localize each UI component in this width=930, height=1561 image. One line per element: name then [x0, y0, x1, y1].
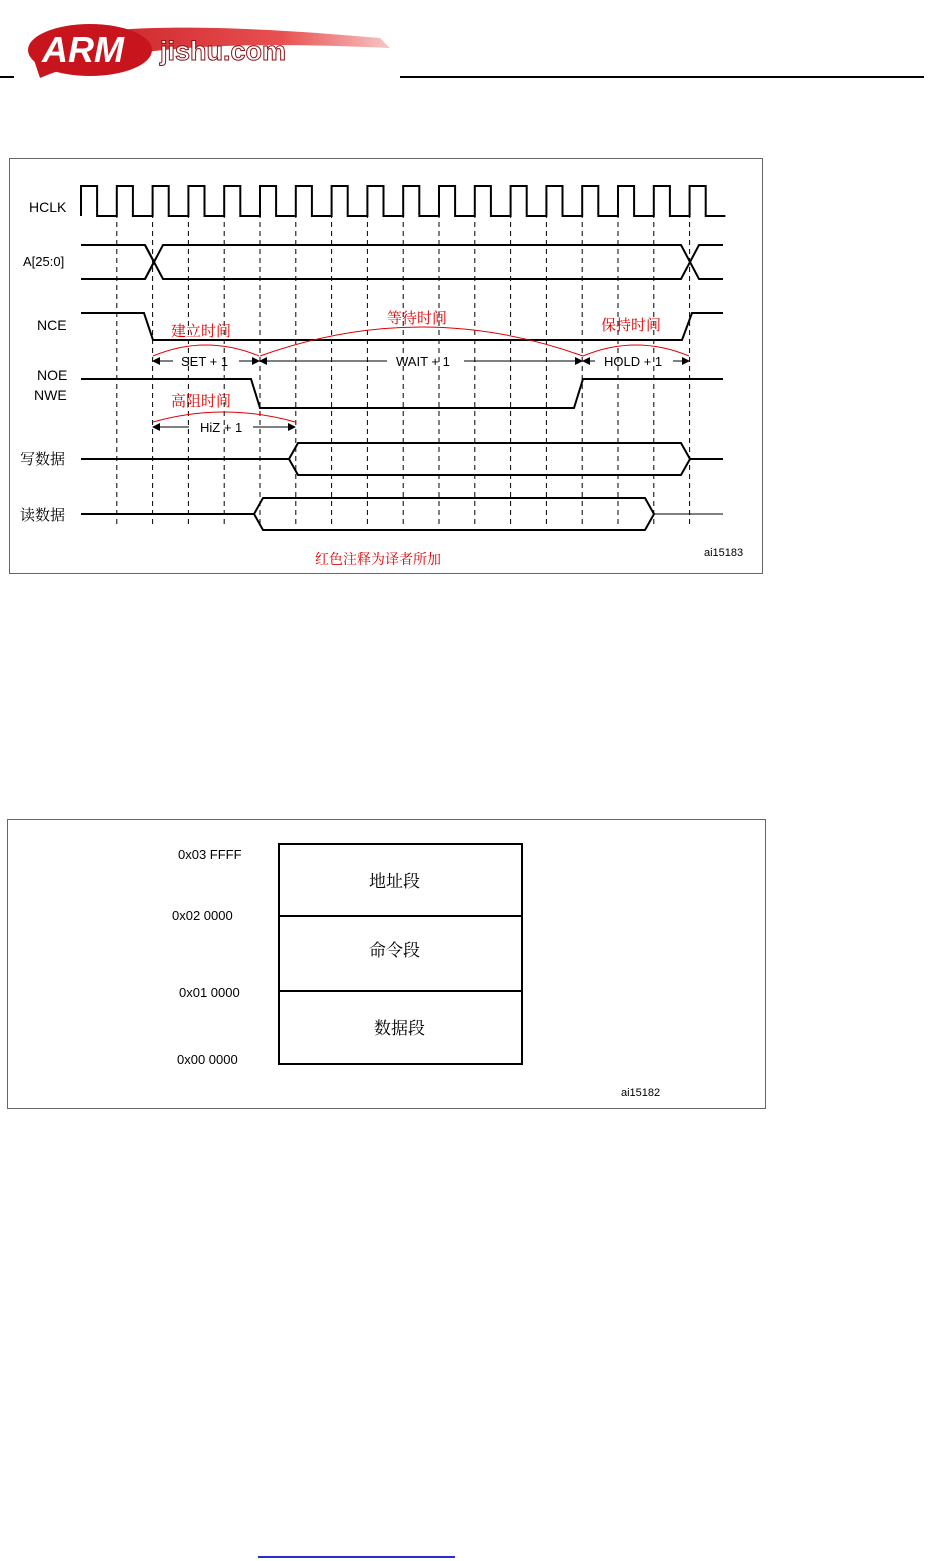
segment-label-command: 命令段: [369, 941, 420, 960]
annotation-hold-time: 保持时间: [601, 317, 662, 334]
address-label-0x020000: 0x02 0000: [172, 908, 233, 923]
segment-label-address: 地址段: [369, 872, 420, 891]
signal-label-hclk: HCLK: [29, 199, 67, 215]
site-logo[interactable]: [20, 18, 400, 82]
annotation-hiz-time: 高阻时间: [171, 393, 232, 410]
translator-note: 红色注释为译者所加: [315, 551, 441, 567]
header-rule: [400, 76, 924, 78]
phase-label-hiz: HiZ + 1: [200, 420, 243, 435]
timing-diagram: [9, 158, 763, 574]
signal-label-write-data: 写数据: [20, 451, 66, 468]
header-rule-left: [0, 76, 14, 78]
timing-arrows: [153, 361, 689, 427]
signal-label-read-data: 读数据: [20, 507, 66, 524]
annotation-wait-time: 等待时间: [387, 310, 448, 327]
address-label-0x010000: 0x01 0000: [179, 985, 240, 1000]
address-label-bottom: 0x00 0000: [177, 1052, 238, 1067]
footer-link-underline[interactable]: [258, 1556, 455, 1558]
memory-map-figure-id: ai15182: [621, 1087, 661, 1099]
signal-label-nwe: NWE: [34, 387, 67, 403]
write-data-waveform: [81, 443, 723, 475]
address-waveform: [81, 245, 723, 279]
signal-label-noe: NOE: [37, 367, 68, 383]
phase-label-set: SET + 1: [181, 354, 229, 369]
memory-map: [7, 819, 766, 1109]
read-data-waveform: [81, 498, 723, 530]
annotation-setup-time: 建立时间: [171, 323, 232, 340]
timing-figure-id: ai15183: [704, 547, 744, 559]
signal-label-address: A[25:0]: [23, 254, 65, 269]
segment-label-data: 数据段: [374, 1019, 425, 1038]
logo-brand-site: jishu.com: [160, 36, 287, 66]
phase-label-wait: WAIT + 1: [396, 354, 450, 369]
signal-label-nce: NCE: [37, 317, 67, 333]
logo-brand-bold: ARM: [42, 29, 124, 70]
hclk-waveform: [81, 186, 725, 216]
address-label-top: 0x03 FFFF: [178, 847, 242, 862]
phase-label-hold: HOLD + 1: [604, 354, 663, 369]
